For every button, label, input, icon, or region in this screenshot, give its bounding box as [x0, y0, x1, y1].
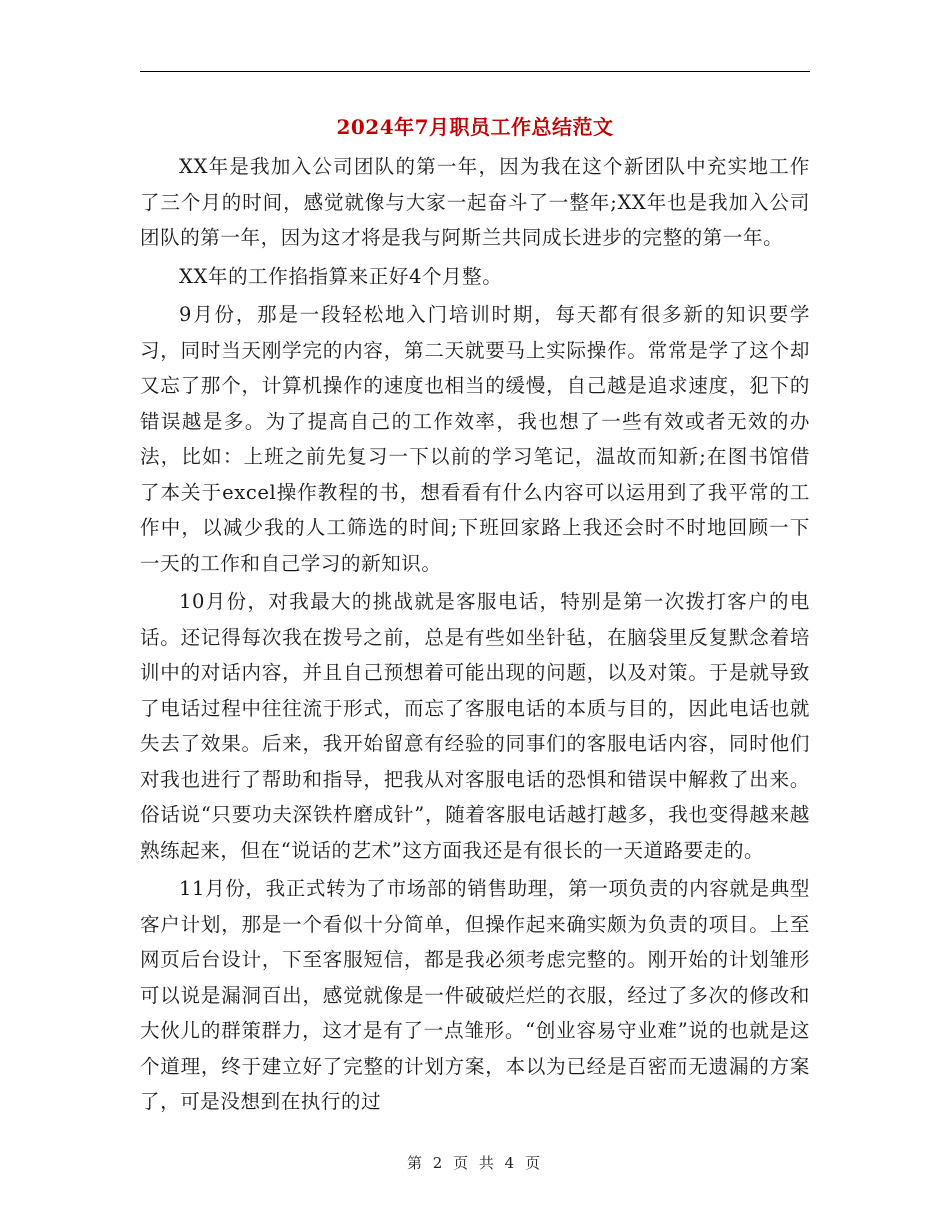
document-title: 2024年7月职员工作总结范文	[336, 115, 614, 139]
paragraph: 11月份，我正式转为了市场部的销售助理，第一项负责的内容就是典型客户计划，那是一个看似十分简单，但操作起来确实颇为负责的项目。上至网页后台设计，下至客服短信，都是我必须考虑完整的。刚开始的计划雏形可以说是漏洞百出，感觉就像是一件破破烂烂的衣服，经过了多次的修改和大伙儿的群策群力，这才是有了一点雏形。“创业容易守业难”说的也就是这个道理，终于建立好了完整的计划方案，本以为已经是百密而无遗漏的方案了，可是没想到在执行的过	[140, 877, 810, 1113]
header-rule	[140, 71, 810, 72]
paragraph: XX年的工作掐指算来正好4个月整。	[179, 264, 503, 288]
page-number-footer: 第 2 页 共 4 页	[407, 1154, 543, 1172]
document-body	[140, 149, 810, 1123]
paragraph: 10月份，对我最大的挑战就是客服电话，特别是第一次拨打客户的电话。还记得每次我在拨号之前，总是有些如坐针毡，在脑袋里反复默念着培训中的对话内容，并且自己预想着可能出现的问题，以及对策。于是就导致了电话过程中往往流于形式，而忘了客服电话的本质与目的，因此电话也就失去了效果。后来，我开始留意有经验的同事们的客服电话内容，同时他们对我也进行了帮助和指导，把我从对客服电话的恐惧和错误中解救了出来。俗话说“只要功夫深铁杵磨成针”，随着客服电话越打越多，我也变得越来越熟练起来，但在“说话的艺术”这方面我还是有很长的一天道路要走的。	[140, 590, 810, 862]
paragraph: 9月份，那是一段轻松地入门培训时期，每天都有很多新的知识要学习，同时当天刚学完的内容，第二天就要马上实际操作。常常是学了这个却又忘了那个，计算机操作的速度也相当的缓慢，自己越是追求速度，犯下的错误越是多。为了提高自己的工作效率，我也想了一些有效或者无效的办法，比如：上班之前先复习一下以前的学习笔记，温故而知新;在图书馆借了本关于excel操作教程的书，想看看有什么内容可以运用到了我平常的工作中，以减少我的人工筛选的时间;下班回家路上我还会时不时地回顾一下一天的工作和自己学习的新知识。	[140, 303, 810, 575]
paragraph: XX年是我加入公司团队的第一年，因为我在这个新团队中充实地工作了三个月的时间，感觉就像与大家一起奋斗了一整年;XX年也是我加入公司团队的第一年，因为这才将是我与阿斯兰共同成长进步的完整的第一年。	[140, 155, 810, 249]
